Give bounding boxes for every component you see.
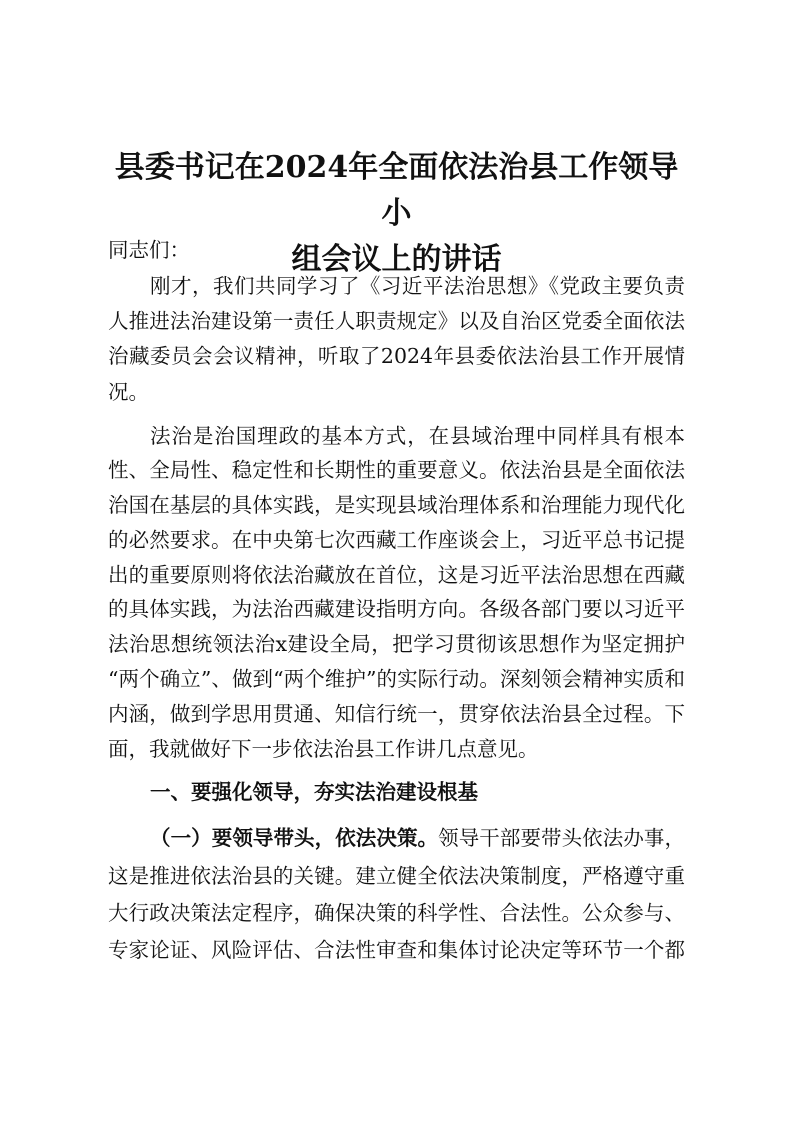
paragraph-line: 性、全局性、稳定性和长期性的重要意义。依法治县是全面依法	[108, 458, 685, 482]
paragraph-line: 面，我就做好下一步依法治县工作讲几点意见。	[108, 737, 539, 761]
paragraph-line: 法治思想统领法治x建设全局，把学习贯彻该思想作为坚定拥护	[108, 632, 685, 656]
subsection-first-line	[150, 822, 685, 854]
paragraph-line: 内涵，做到学思用贯通、知信行统一，贯穿依法治县全过程。下	[108, 702, 685, 726]
paragraph-line: 治国在基层的具体实践，是实现县域治理体系和治理能力现代化	[108, 493, 685, 517]
paragraph-line: 的必然要求。在中央第七次西藏工作座谈会上，习近平总书记提	[108, 528, 685, 552]
paragraph-line: 刚才，我们共同学习了《习近平法治思想》《党政主要负责	[150, 274, 685, 298]
subsection-text: 领导干部要带头依法办事，	[438, 826, 685, 850]
salutation: 同志们：	[108, 238, 190, 262]
title-line-1: 县委书记在2024年全面依法治县工作领导小	[114, 150, 679, 231]
paragraph-line: 大行政决策法定程序，确保决策的科学性、合法性。公众参与、	[108, 901, 685, 925]
paragraph-line: 人推进法治建设第一责任人职责规定》以及自治区党委全面依法	[108, 309, 685, 333]
paragraph-line: 法治是治国理政的基本方式，在县域治理中同样具有根本	[150, 424, 685, 448]
title-line-2: 组会议上的讲话	[291, 242, 502, 277]
paragraph-line: 这是推进依法治县的关键。建立健全依法决策制度，严格遵守重	[108, 864, 685, 888]
paragraph-line: 专家论证、风险评估、合法性审查和集体讨论决定等环节一个都	[108, 938, 685, 962]
section-heading-1: 一、要强化领导，夯实法治建设根基	[150, 780, 478, 804]
paragraph-line: 治藏委员会会议精神，听取了2024年县委依法治县工作开展情	[108, 344, 685, 368]
paragraph-line: 出的重要原则将依法治藏放在首位，这是习近平法治思想在西藏	[108, 563, 685, 587]
paragraph-line: “两个确立”、做到“两个维护”的实际行动。深刻领会精神实质和	[108, 667, 685, 691]
paragraph-line: 的具体实践，为法治西藏建设指明方向。各级各部门要以习近平	[108, 597, 685, 621]
paragraph-line: 况。	[108, 380, 149, 404]
subsection-label: （一）要领导带头，依法决策。	[150, 826, 439, 850]
